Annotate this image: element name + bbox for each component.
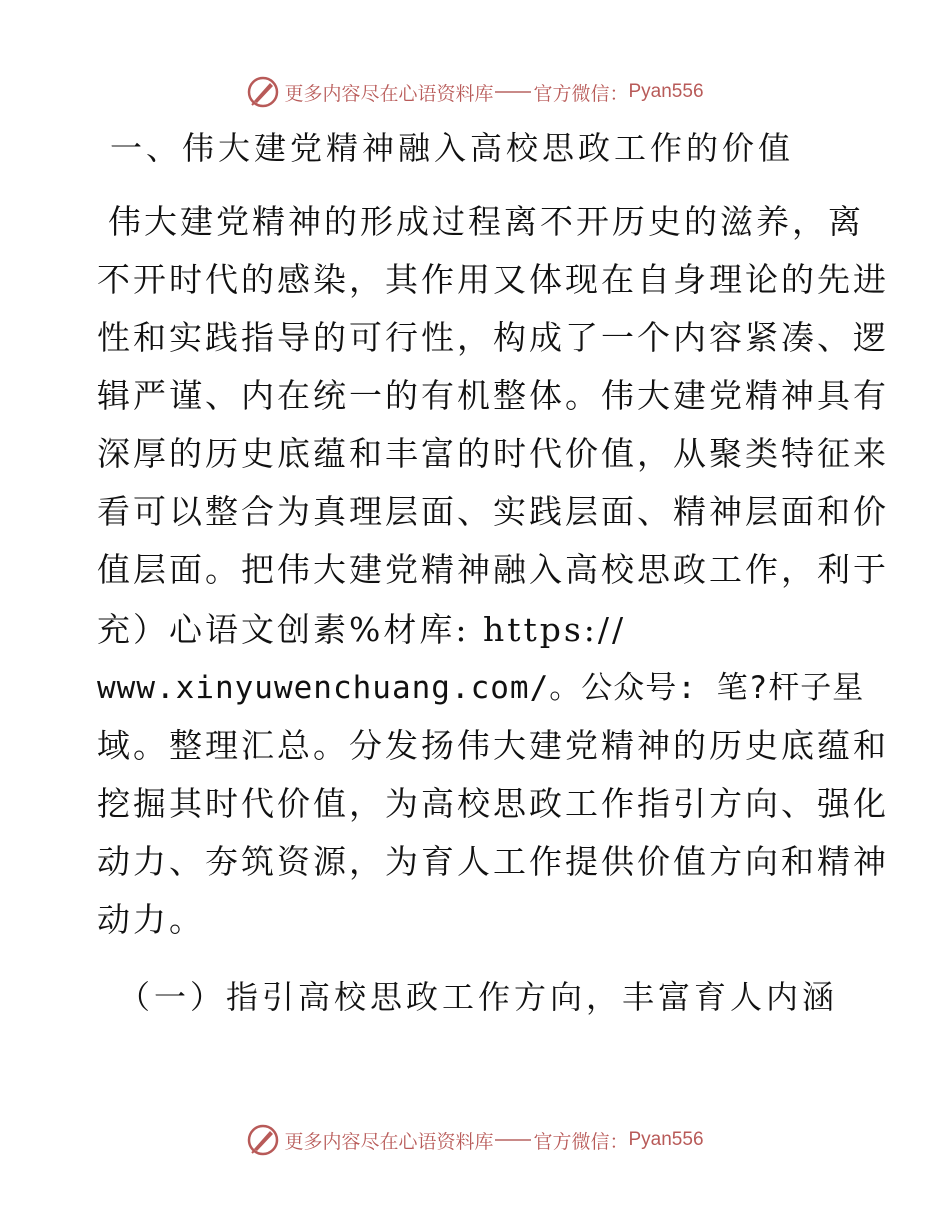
paragraph-line: www.xinyuwenchuang.com/。公众号: 笔?杆子星 [97,670,865,706]
watermark-wechat-label: 官方微信： [533,1130,629,1153]
footer-watermark [0,1120,950,1160]
paragraph-line: 看可以整合为真理层面、实践层面、精神层面和价 [97,492,889,531]
header-watermark [0,72,950,112]
watermark-account: Pyan556 [628,81,704,102]
subsection-heading: （一）指引高校思政工作方向，丰富育人内涵 [118,978,839,1016]
watermark-account: Pyan556 [628,1129,704,1150]
watermark-wechat-label: 官方微信： [533,82,629,105]
watermark-separator [495,1139,531,1141]
paragraph-line: 动力、夯筑资源，为育人工作提供价值方向和精神 [97,842,889,881]
paragraph-line: 挖掘其时代价值，为高校思政工作指引方向、强化 [97,784,889,823]
paragraph-line: 辑严谨、内在统一的有机整体。伟大建党精神具有 [97,376,889,415]
paragraph-line: 域。整理汇总。分发扬伟大建党精神的历史底蕴和 [97,726,889,765]
quill-logo-icon [246,1123,280,1157]
paragraph-line: 不开时代的感染，其作用又体现在自身理论的先进 [97,260,889,299]
paragraph-line: 深厚的历史底蕴和丰富的时代价值，从聚类特征来 [97,434,889,473]
watermark-separator [495,91,531,93]
paragraph-line: 性和实践指导的可行性，构成了一个内容紧凑、逻 [97,318,889,357]
watermark-library-text: 更多内容尽在心语资料库 [284,82,494,105]
section-heading: 一、伟大建党精神融入高校思政工作的价值 [110,129,795,167]
paragraph-line: 值层面。把伟大建党精神融入高校思政工作，利于 [97,550,889,589]
paragraph-line: 伟大建党精神的形成过程离不开历史的滋养，离 [108,202,864,241]
quill-logo-icon [246,75,280,109]
watermark-library-text: 更多内容尽在心语资料库 [284,1130,494,1153]
paragraph-line: 动力。 [97,900,205,939]
paragraph-line: 充）心语文创素%材库: https:// [97,610,627,649]
